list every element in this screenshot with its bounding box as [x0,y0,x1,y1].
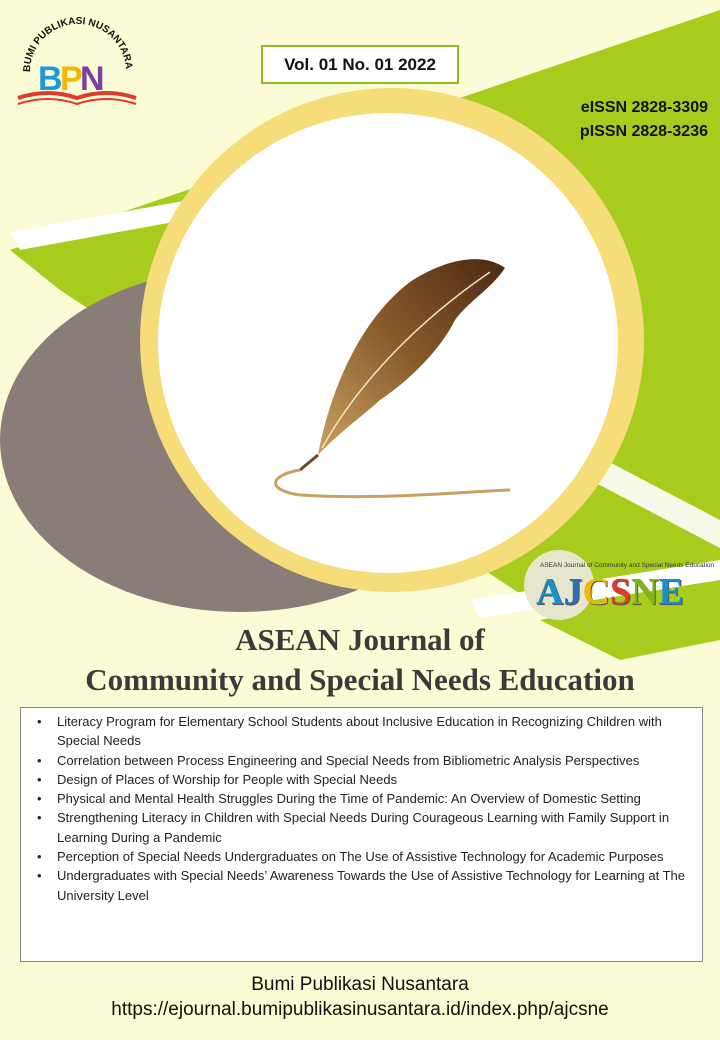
footer-url[interactable]: https://ejournal.bumipublikasinusantara.id/index.php/ajcsne [111,999,609,1020]
journal-title-line2: Community and Special Needs Education [85,662,635,697]
article-list [35,712,692,905]
logo-letter: S [609,571,632,613]
article-item [35,866,692,905]
bullet-icon: • [37,752,42,768]
svg-text:B: B [38,60,63,98]
volume-label: Vol. 01 No. 01 2022 [261,45,459,84]
bullet-icon: • [37,714,42,729]
journal-logo-subtitle: ASEAN Journal of Community and Special Needs Education [540,562,715,569]
article-list-box [20,707,703,962]
footer-publisher: Bumi Publikasi Nusantara [251,974,469,995]
article-title: Physical and Mental Health Struggles During the Time of Pandemic: An Overview of Domestic Setting [57,791,641,807]
svg-text:N: N [80,60,105,98]
article-item [35,847,692,866]
article-title: Undergraduates with Special Needs’ Awareness Towards the Use of Assistive Technology for Learning at The University Level [57,868,685,903]
bullet-icon: • [37,771,42,787]
article-title: Correlation between Process Engineering and Special Needs from Bibliometric Analysis Perspectives [57,752,640,768]
pissn-text: pISSN 2828-3236 [579,123,708,140]
article-item [35,712,692,751]
footer [0,972,720,1022]
bullet-icon: • [37,810,42,826]
journal-title [0,620,720,700]
article-title: Design of Places of Worship for People with Special Needs [57,771,398,787]
logo-letter: C [582,571,610,613]
bullet-icon: • [37,791,42,807]
article-item [35,808,692,847]
logo-letter: J [563,571,583,613]
journal-logo [520,548,716,618]
bullet-icon: • [37,868,42,884]
svg-text:P: P [60,60,83,98]
article-item [35,770,692,789]
bullet-icon: • [37,849,42,865]
publisher-logo [12,8,142,118]
issn-block [580,96,708,144]
eissn-text: eISSN 2828-3309 [580,99,708,116]
article-title: Perception of Special Needs Undergraduates on The Use of Assistive Technology for Academic Purposes [57,849,664,865]
logo-letter: N [631,571,659,613]
publisher-arc-text: BUMI PUBLIKASI NUSANTARA [21,15,134,73]
logo-letter: E [658,571,684,613]
article-title: Literacy Program for Elementary School Students about Inclusive Education in Recognizing Children with Special Needs [57,714,662,749]
article-title: Strengthening Literacy in Children with Special Needs During Courageous Learning with Family Support in Learning During a Pandemic [57,810,670,845]
article-item [35,789,692,808]
journal-logo-acronym [536,570,684,614]
journal-title-line1: ASEAN Journal of [235,622,485,657]
article-item [35,751,692,770]
logo-letter: A [536,571,564,613]
